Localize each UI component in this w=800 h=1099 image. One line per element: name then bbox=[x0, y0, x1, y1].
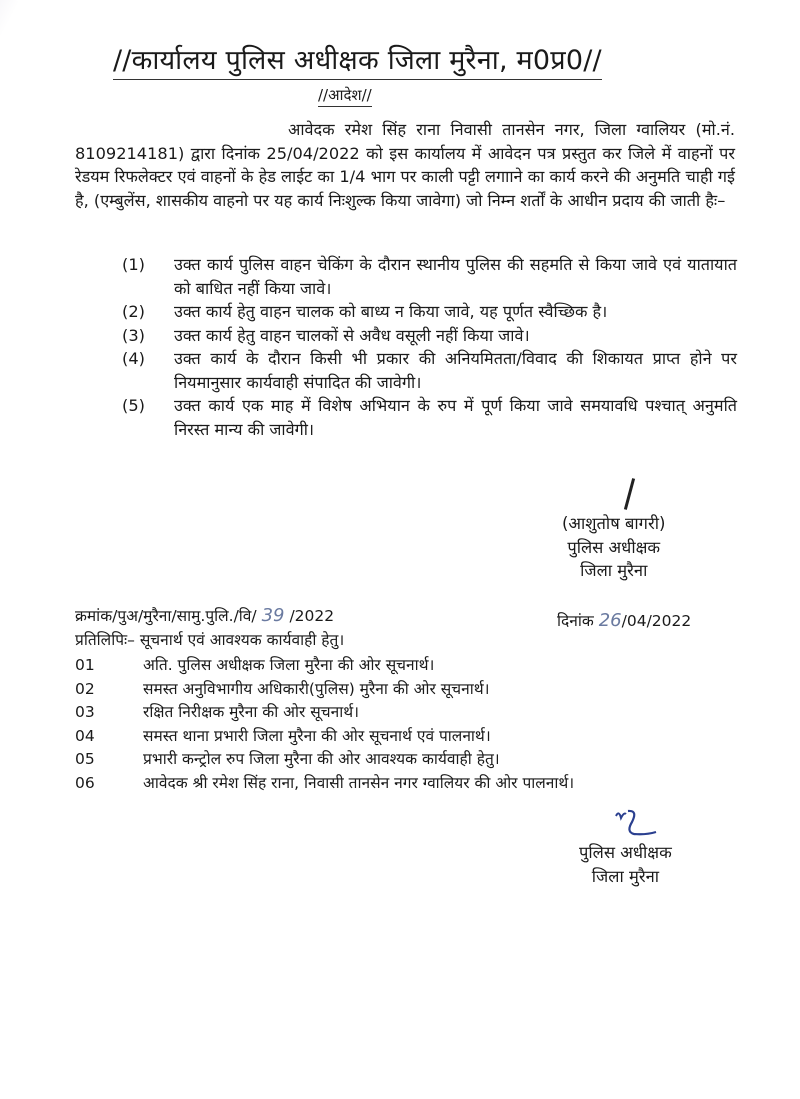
page-title: //कार्यालय पुलिस अधीक्षक जिला मुरैना, म0प्र0// bbox=[113, 40, 602, 80]
condition-item bbox=[122, 347, 737, 394]
signatory-name: (आशुतोष बागरी) bbox=[562, 514, 666, 533]
order-paragraph-text: आवेदक रमेश सिंह राना निवासी तानसेन नगर, जिला ग्वालियर (मो.नं. 8109214181) द्वारा दिनांक 25/04/2022 को इस कार्यालय में आवेदन पत्र प्रस्तुत कर जिले में वाहनों पर रेडयम रिफलेक्टर एवं वाहनों के हेड लाईट का 1/4 भाग पर काली पट्टी लगााने का कार्य करने की अनुमति चाही गई है, (एम्बुलेंस, शासकीय वाहनो पर यह कार्य निःशुल्क किया जावेगा) जो निम्न शर्तों के आधीन प्रदाय की जाती हैः– bbox=[75, 120, 735, 210]
reference-handwritten-number: 39 bbox=[261, 605, 285, 626]
copy-text: समस्त थाना प्रभारी जिला मुरैना की ओर सूचनार्थ एवं पालनार्थ। bbox=[143, 726, 491, 745]
date-rest: /04/2022 bbox=[621, 612, 692, 630]
signatory-designation-2: पुलिस अधीक्षक bbox=[579, 843, 672, 862]
date-label: दिनांक bbox=[557, 612, 594, 630]
copy-item bbox=[75, 748, 574, 772]
condition-text: उक्त कार्य पुलिस वाहन चेकिंग के दौरान स्थानीय पुलिस की सहमति से किया जावे एवं यातायात को बाधित नहीं किया जावे। bbox=[174, 255, 737, 298]
copy-item bbox=[75, 772, 574, 796]
condition-text: उक्त कार्य एक माह में विशेष अभियान के रुप में पूर्ण किया जावे समयावधि पश्चात् अनुमति निरस्त मान्य की जावेगी। bbox=[174, 396, 737, 439]
signature-mark-icon bbox=[624, 478, 635, 510]
condition-text: उक्त कार्य हेतु वाहन चालक को बाध्य न किया जावे, यह पूर्णत स्वैच्छिक है। bbox=[174, 302, 608, 321]
condition-number: (5) bbox=[122, 396, 145, 415]
signatory-district: जिला मुरैना bbox=[580, 561, 648, 580]
condition-item bbox=[122, 394, 737, 441]
condition-item bbox=[122, 253, 737, 300]
conditions-list bbox=[122, 253, 737, 441]
signature-block bbox=[562, 512, 665, 583]
copies-list bbox=[75, 654, 574, 796]
condition-number: (1) bbox=[122, 255, 145, 274]
condition-text: उक्त कार्य के दौरान किसी भी प्रकार की अनियमितता/विवाद की शिकायत प्राप्त होने पर नियमानुसार कार्यवाही संपादित की जावेगी। bbox=[174, 349, 737, 392]
condition-number: (2) bbox=[122, 302, 145, 321]
date-handwritten-day: 26 bbox=[598, 610, 622, 631]
signatory-district-2: जिला मुरैना bbox=[591, 866, 660, 886]
copy-header: प्रतिलिपिः– सूचनार्थ एवं आवश्यक कार्यवाही हेतु। bbox=[75, 631, 345, 649]
copy-number: 04 bbox=[75, 726, 95, 745]
copy-number: 03 bbox=[75, 703, 95, 722]
copy-text: आवेदक श्री रमेश सिंह राना, निवासी तानसेन नगर ग्वालियर की ओर पालनार्थ। bbox=[143, 773, 575, 792]
copy-item bbox=[75, 678, 574, 702]
condition-text: उक्त कार्य हेतु वाहन चालकों से अवैध वसूली नहीं किया जावे। bbox=[174, 325, 530, 345]
copy-item bbox=[75, 725, 574, 749]
copy-number: 02 bbox=[75, 679, 95, 698]
condition-number: (3) bbox=[122, 325, 145, 345]
copy-number: 06 bbox=[75, 773, 95, 792]
copy-text: समस्त अनुविभागीय अधिकारी(पुलिस) मुरैना की ओर सूचनार्थ। bbox=[143, 679, 490, 698]
copy-text: रक्षित निरीक्षक मुरैना की ओर सूचनार्थ। bbox=[143, 703, 359, 722]
reference-number bbox=[75, 604, 334, 626]
copy-item bbox=[75, 654, 574, 678]
reference-suffix: /2022 bbox=[289, 607, 335, 625]
condition-number: (4) bbox=[122, 349, 145, 368]
copy-number: 05 bbox=[75, 750, 95, 769]
condition-item bbox=[122, 324, 737, 348]
signature-block-2 bbox=[579, 841, 672, 888]
copy-number: 01 bbox=[75, 656, 95, 674]
issue-date bbox=[557, 609, 691, 631]
reference-prefix: क्रमांक/पुअ/मुरैना/सामु.पुलि./वि/ bbox=[75, 607, 257, 625]
copy-text: अति. पुलिस अधीक्षक जिला मुरैना की ओर सूचनार्थ। bbox=[143, 656, 435, 674]
signatory-designation: पुलिस अधीक्षक bbox=[567, 537, 661, 557]
signature-scribble-icon bbox=[612, 808, 660, 840]
condition-item bbox=[122, 300, 737, 324]
order-paragraph bbox=[75, 118, 735, 212]
copy-item bbox=[75, 701, 574, 725]
order-subtitle: //आदेश// bbox=[318, 85, 372, 107]
paper-fold-shadow bbox=[0, 0, 19, 461]
copy-text: प्रभारी कन्ट्रोल रुप जिला मुरैना की ओर आवश्यक कार्यवाही हेतु। bbox=[143, 750, 500, 769]
